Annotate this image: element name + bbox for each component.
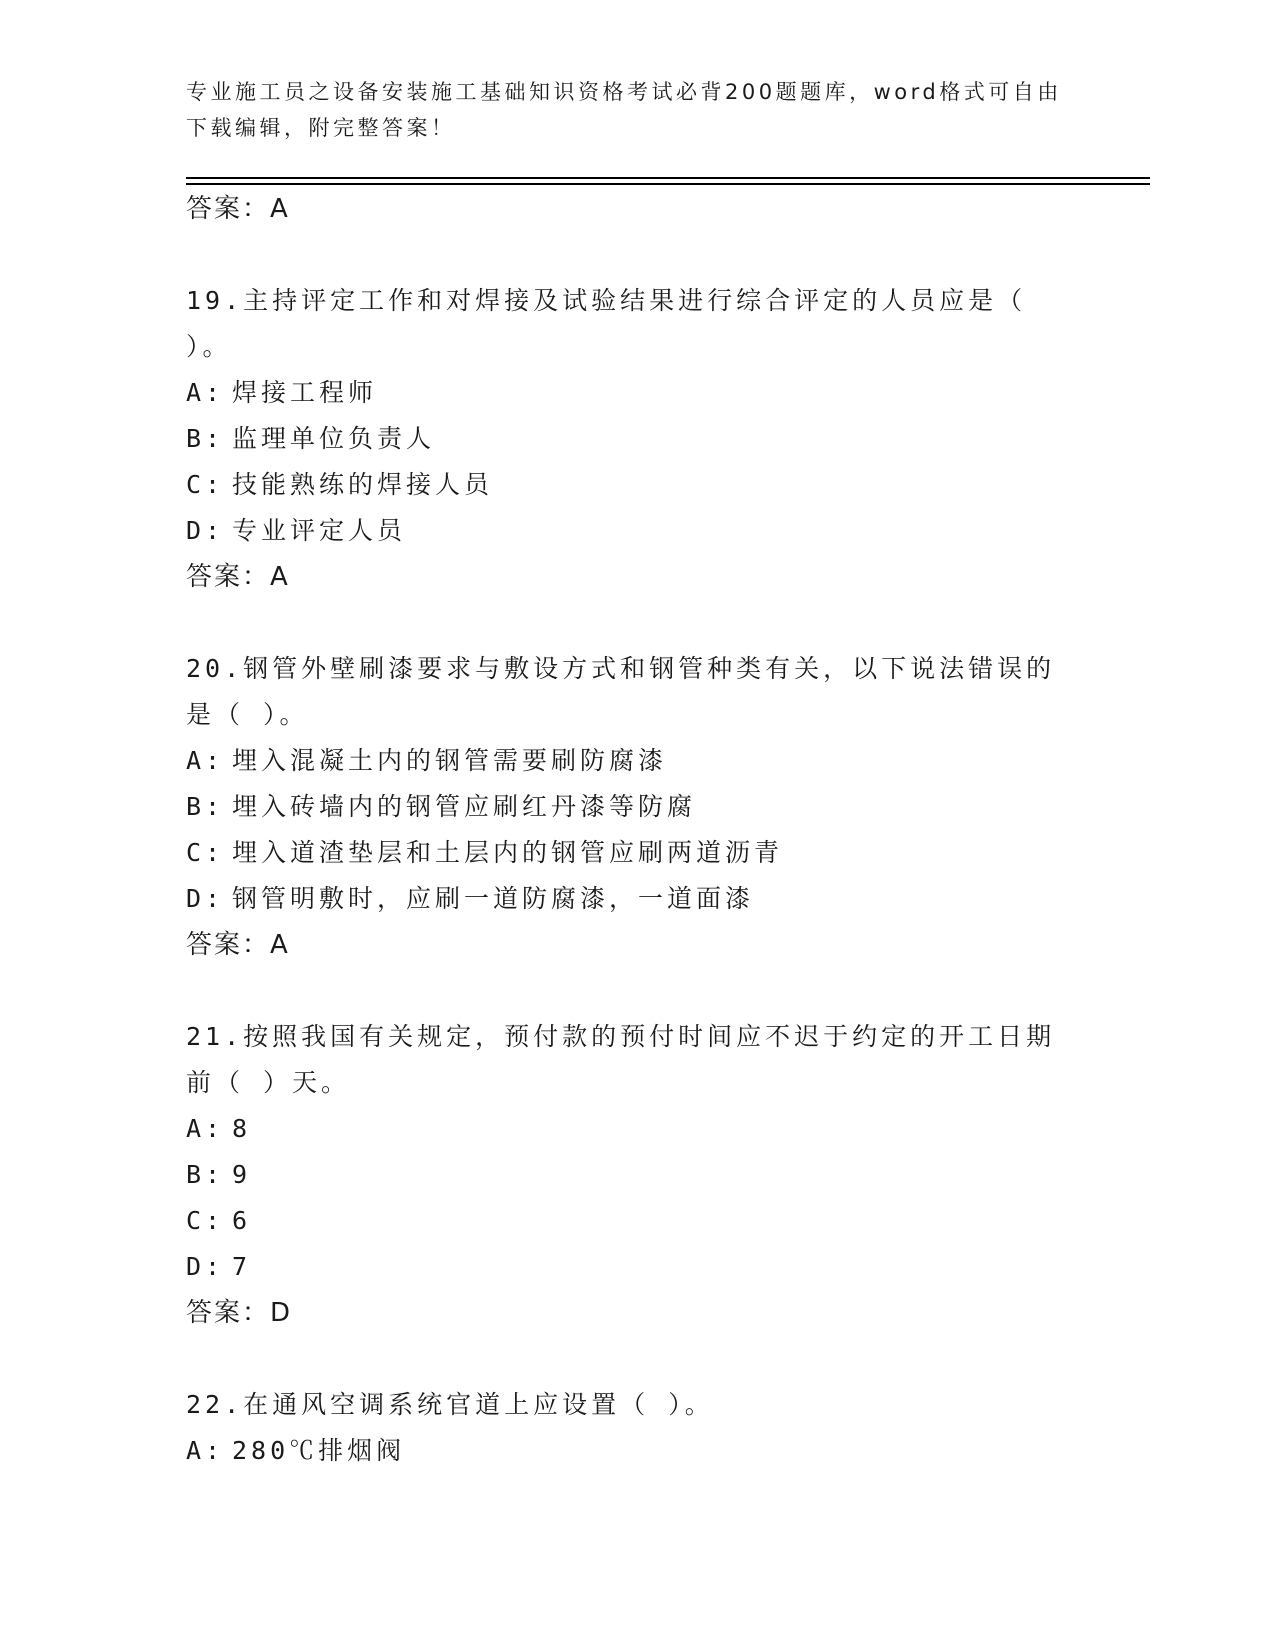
option-text: 埋入道渣垫层和土层内的钢管应刷两道沥青 (232, 838, 784, 867)
header-rule-top (186, 177, 1150, 179)
answer-line: 答案：A (186, 930, 290, 960)
option-key: A: (186, 1114, 225, 1143)
option-text: 280℃排烟阀 (232, 1436, 406, 1465)
question-text: 21.按照我国有关规定，预付款的预付时间应不迟于约定的开工日期前（ ）天。 (186, 1022, 1056, 1097)
option-text: 埋入砖墙内的钢管应刷红丹漆等防腐 (232, 792, 697, 821)
option-text: 埋入混凝土内的钢管需要刷防腐漆 (232, 746, 668, 775)
option-key: D: (186, 516, 225, 545)
option-a (186, 738, 1086, 784)
option-key: C: (186, 1206, 225, 1235)
option-text: 专业评定人员 (232, 516, 407, 545)
question-20 (186, 646, 1086, 968)
option-key: D: (186, 884, 225, 913)
document-header: 专业施工员之设备安装施工基础知识资格考试必背200题题库，word格式可自由下载编辑，附完整答案！ (186, 80, 1062, 140)
option-a (186, 370, 1086, 416)
question-21 (186, 1014, 1086, 1336)
question-text: 20.钢管外壁刷漆要求与敷设方式和钢管种类有关，以下说法错误的是（ ）。 (186, 654, 1056, 729)
option-text: 监理单位负责人 (232, 424, 436, 453)
option-key: D: (186, 1252, 225, 1281)
option-key: B: (186, 1160, 225, 1189)
question-22 (186, 1382, 1086, 1474)
option-d (186, 876, 1086, 922)
option-key: B: (186, 792, 225, 821)
option-key: A: (186, 1436, 225, 1465)
option-key: A: (186, 378, 225, 407)
option-text: 7 (232, 1252, 252, 1281)
question-text: 19.主持评定工作和对焊接及试验结果进行综合评定的人员应是（ ）。 (186, 286, 1027, 361)
option-text: 9 (232, 1160, 252, 1189)
option-text: 技能熟练的焊接人员 (232, 470, 494, 499)
answer-line: 答案：A (186, 562, 290, 592)
header-rule-bottom (186, 183, 1150, 185)
option-b (186, 1152, 1086, 1198)
option-text: 6 (232, 1206, 252, 1235)
option-b (186, 416, 1086, 462)
option-c (186, 1198, 1086, 1244)
option-a (186, 1106, 1086, 1152)
option-c (186, 462, 1086, 508)
option-key: A: (186, 746, 225, 775)
option-c (186, 830, 1086, 876)
option-key: C: (186, 470, 225, 499)
option-text: 焊接工程师 (232, 378, 378, 407)
option-key: C: (186, 838, 225, 867)
option-b (186, 784, 1086, 830)
document-body (186, 186, 1086, 1474)
option-d (186, 508, 1086, 554)
answer-line: 答案：A (186, 194, 290, 224)
option-text: 8 (232, 1114, 252, 1143)
option-a (186, 1428, 1086, 1474)
question-19 (186, 278, 1086, 600)
option-key: B: (186, 424, 225, 453)
option-text: 钢管明敷时，应刷一道防腐漆，一道面漆 (232, 884, 755, 913)
answer-line: 答案：D (186, 1298, 293, 1328)
question-text: 22.在通风空调系统官道上应设置（ ）。 (186, 1390, 714, 1419)
option-d (186, 1244, 1086, 1290)
